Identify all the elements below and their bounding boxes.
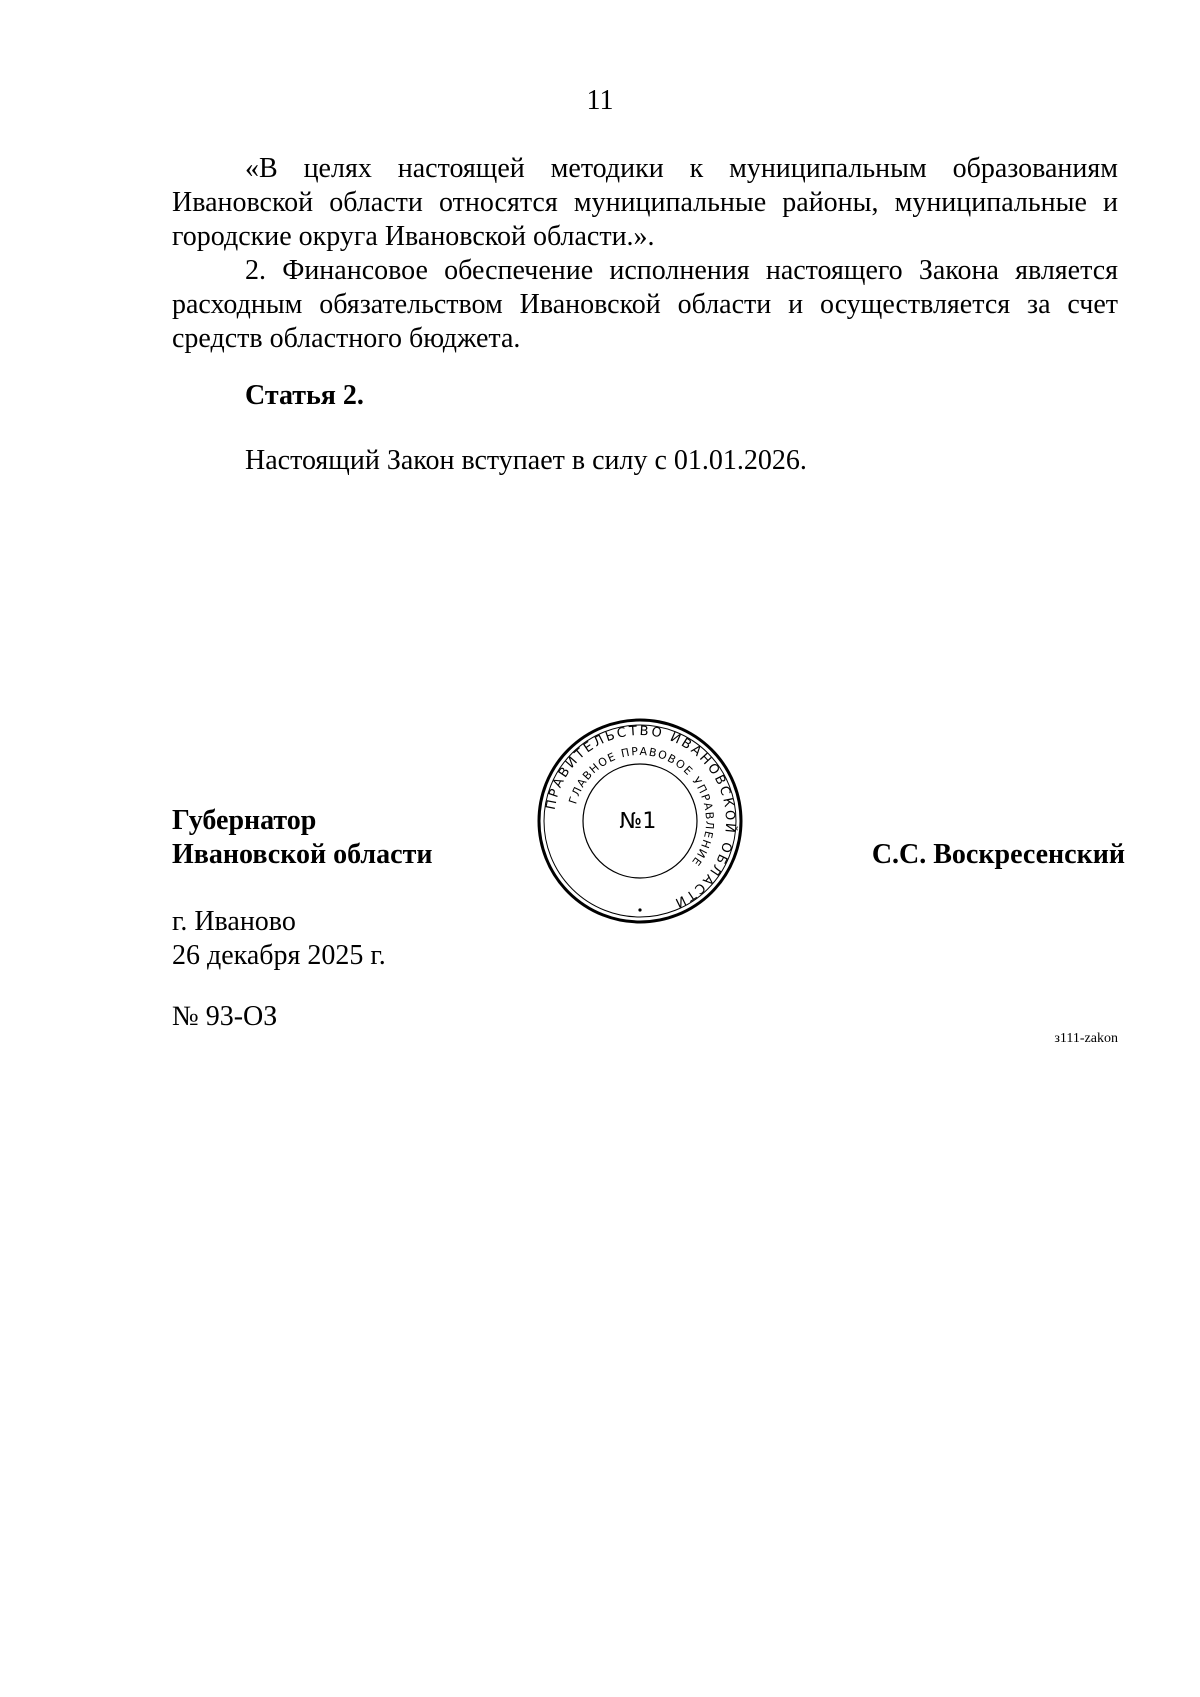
place: г. Иваново	[172, 906, 296, 937]
paragraph-1-text: «В целях настоящей методики к муниципальным образованиям Ивановской области относятся муниципальные районы, муниципальные и городские округа Ивановской области.».	[172, 153, 1118, 252]
signatory-name: С.С. Воскресенский	[871, 839, 1125, 870]
page-number: 11	[586, 85, 614, 116]
paragraph-2	[172, 254, 1118, 356]
document-code: з111-zakon	[1054, 1031, 1118, 1046]
seal-inner-text: ГЛАВНОЕ ПРАВОВОЕ УПРАВЛЕНИЕ	[566, 744, 717, 870]
signatory-title	[172, 804, 432, 872]
article-text: Настоящий Закон вступает в силу с 01.01.2026.	[245, 445, 807, 476]
signatory-title-line2: Ивановской области	[172, 839, 433, 870]
seal-dot	[638, 908, 641, 911]
signatory-title-line1: Губернатор	[172, 805, 317, 836]
article-heading: Статья 2.	[245, 380, 364, 411]
paragraph-1	[172, 152, 1118, 254]
place-date	[172, 905, 386, 973]
seal-outer-text: ПРАВИТЕЛЬСТВО ИВАНОВСКОЙ ОБЛАСТИ	[543, 723, 738, 911]
official-seal	[535, 716, 745, 926]
paragraph-2-text: 2. Финансовое обеспечение исполнения настоящего Закона является расходным обязательством Ивановской области и осуществляется за счет средств областного бюджета.	[172, 255, 1118, 354]
date: 26 декабря 2025 г.	[172, 940, 386, 971]
law-number: № 93-ОЗ	[172, 1001, 278, 1032]
seal-center-text: №1	[619, 809, 657, 834]
